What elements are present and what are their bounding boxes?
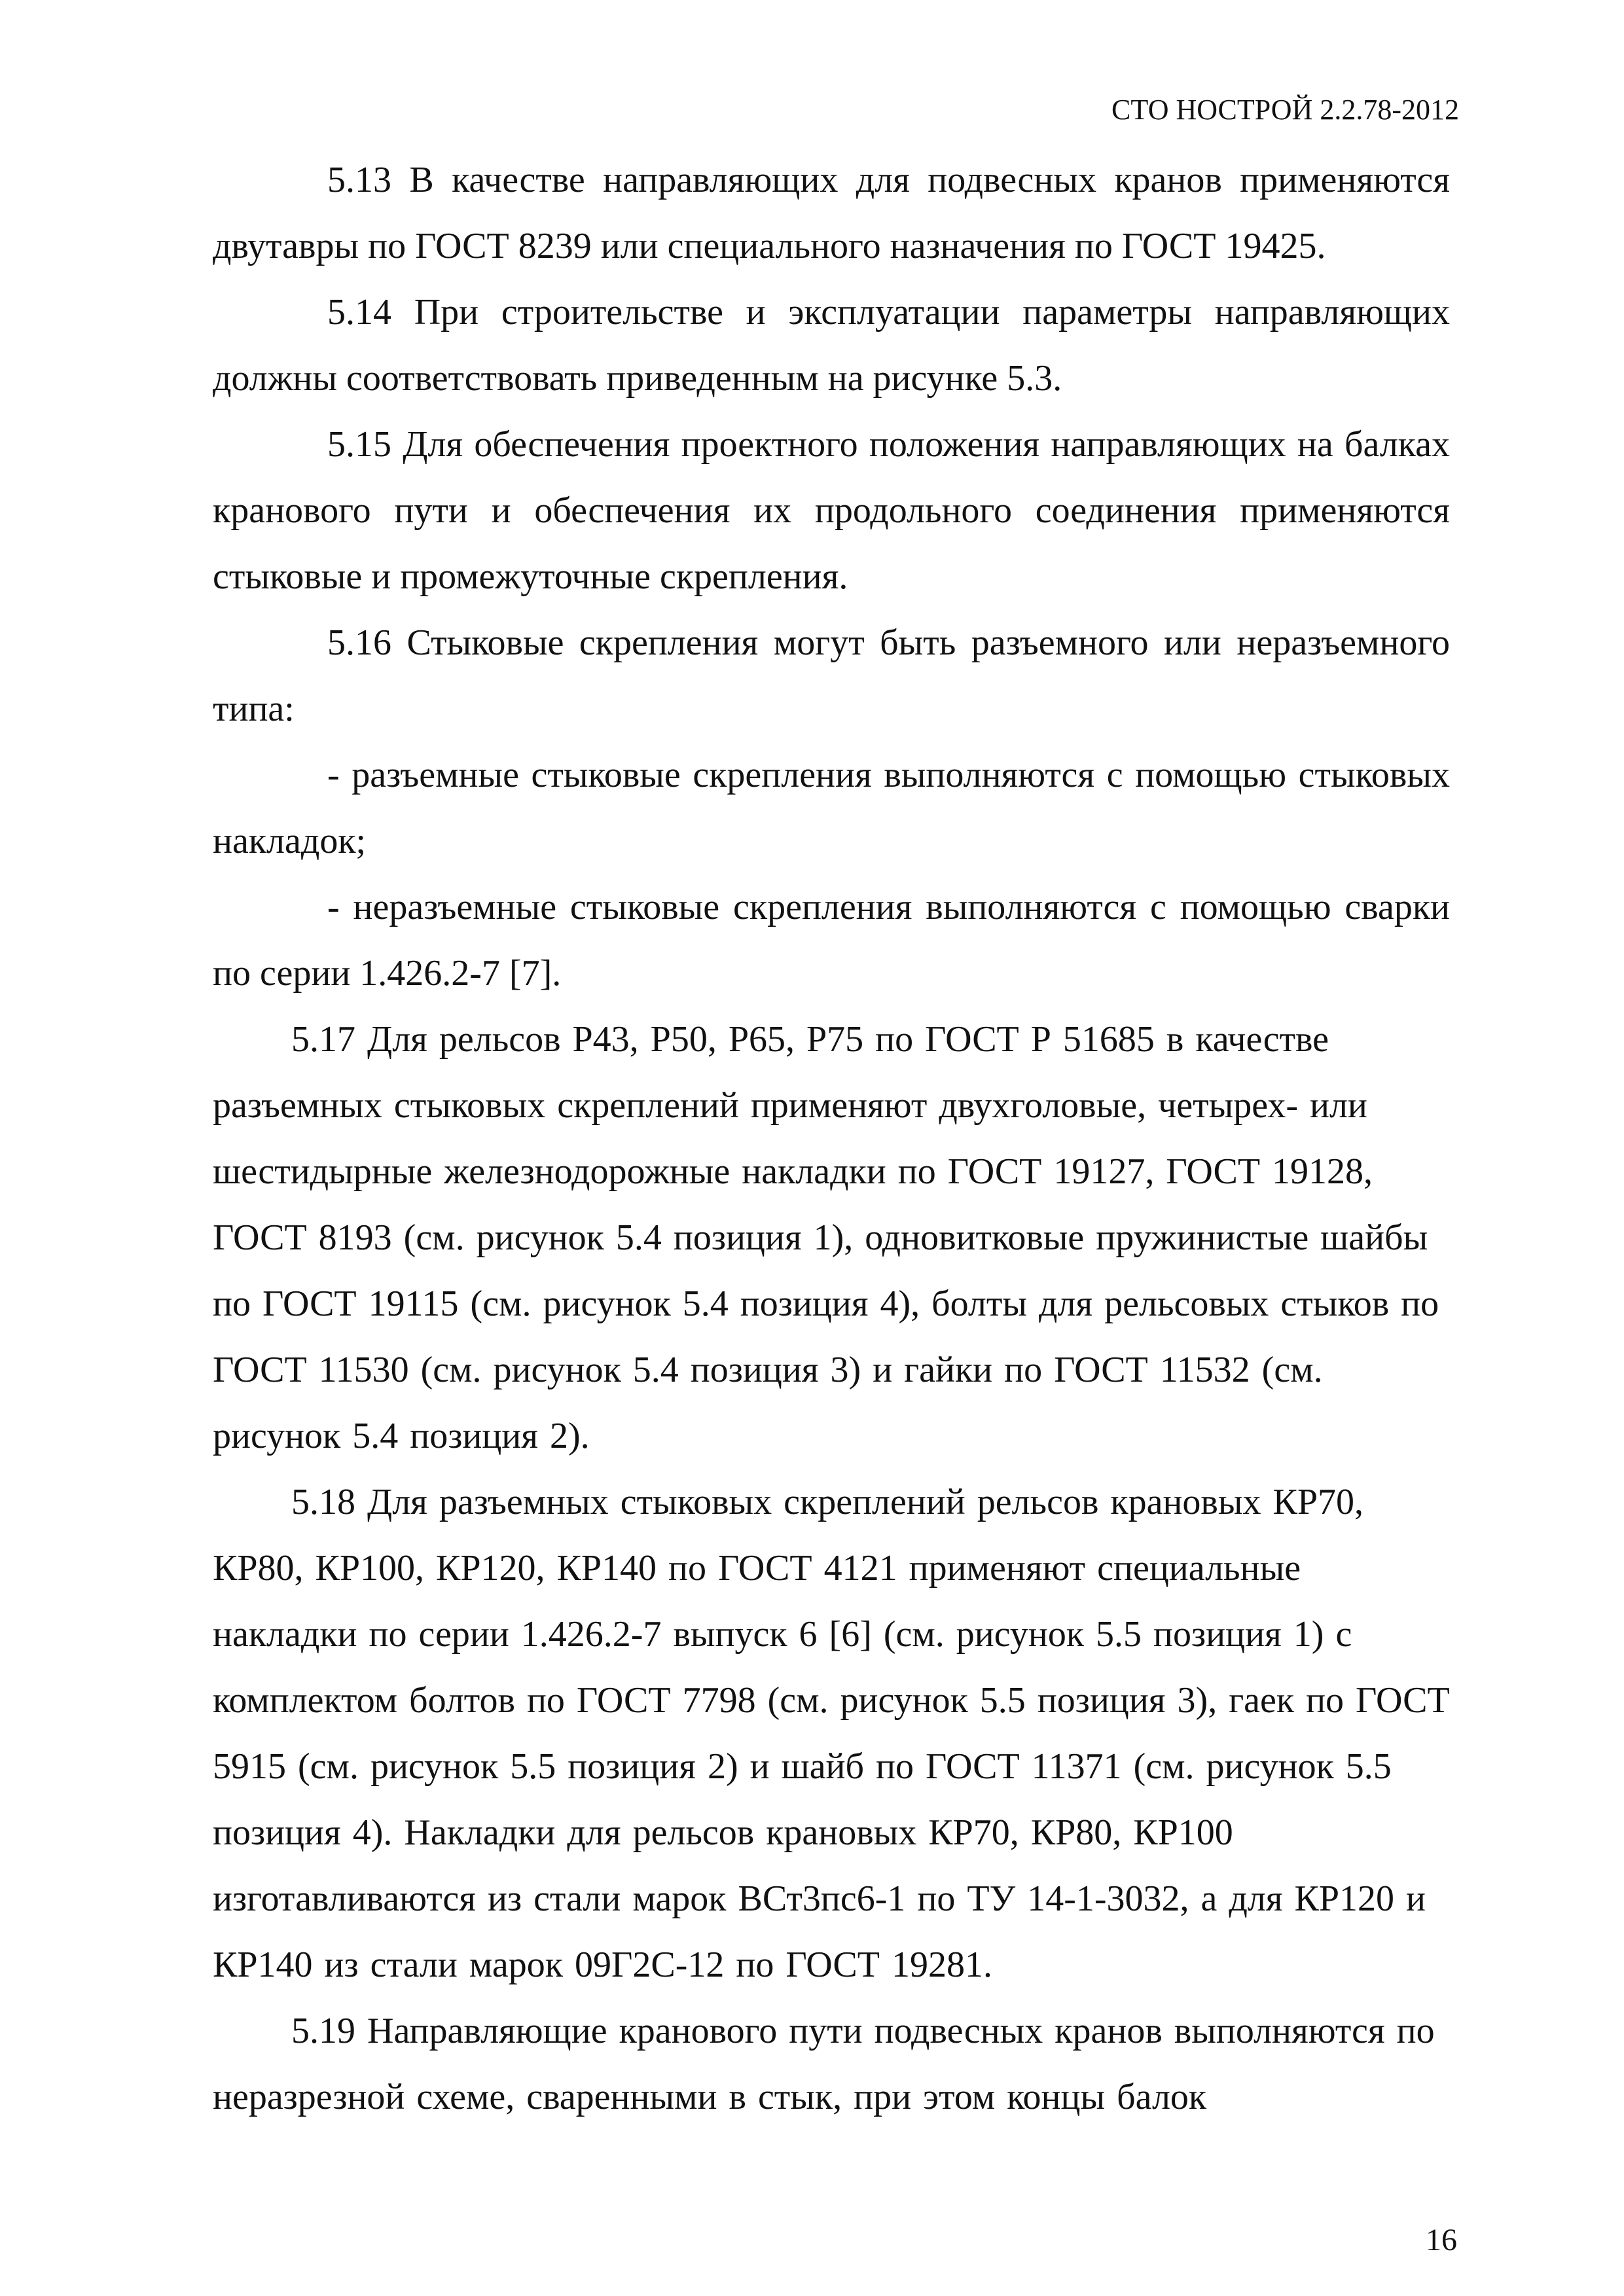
paragraph-5-13: 5.13 В качестве направляющих для подвесных кранов применяются двутавры по ГОСТ 8239 или специального назначения по ГОСТ 19425. (213, 160, 1450, 266)
page-number: 16 (1426, 2223, 1457, 2257)
document-body (213, 147, 1450, 2130)
paragraph-5-17: 5.17 Для рельсов Р43, Р50, Р65, Р75 по ГОСТ Р 51685 в качестве разъемных стыковых скреплений применяют двухголовые, четырех- или шестидырные железнодорожные накладки по ГОСТ 19127, ГОСТ 19128, ГОСТ 8193 (см. рисунок 5.4 позиция 1), одновитковые пружинистые шайбы по ГОСТ 19115 (см. рисунок 5.4 позиция 4), болты для рельсовых стыков по ГОСТ 11530 (см. рисунок 5.4 позиция 3) и гайки по ГОСТ 11532 (см. рисунок 5.4 позиция 2). (213, 1019, 1439, 1456)
document-header: СТО НОСТРОЙ 2.2.78-2012 (1111, 94, 1459, 126)
paragraph-5-16: 5.16 Стыковые скрепления могут быть разъемного или неразъемного типа: (213, 622, 1450, 729)
paragraph-5-14: 5.14 При строительстве и эксплуатации параметры направляющих должны соответствовать приведенным на рисунке 5.3. (213, 292, 1450, 399)
list-item-detachable: - разъемные стыковые скрепления выполняются с помощью стыковых накладок; (213, 755, 1450, 861)
paragraph-5-19: 5.19 Направляющие кранового пути подвесных кранов выполняются по неразрезной схеме, сваренными в стык, при этом концы балок (213, 2011, 1435, 2117)
list-item-permanent: - неразъемные стыковые скрепления выполняются с помощью сварки по серии 1.426.2-7 [7]. (213, 887, 1450, 994)
paragraph-5-18: 5.18 Для разъемных стыковых скреплений рельсов крановых КР70, КР80, КР100, КР120, КР140 по ГОСТ 4121 применяют специальные накладки по серии 1.426.2-7 выпуск 6 [6] (см. рисунок 5.5 позиция 1) с комплектом болтов по ГОСТ 7798 (см. рисунок 5.5 позиция 3), гаек по ГОСТ 5915 (см. рисунок 5.5 позиция 2) и шайб по ГОСТ 11371 (см. рисунок 5.5 позиция 4). Накладки для рельсов крановых КР70, КР80, КР100 изготавливаются из стали марок ВСт3пс6-1 по ТУ 14-1-3032, а для КР120 и КР140 из стали марок 09Г2С-12 по ГОСТ 19281. (213, 1482, 1450, 1985)
paragraph-5-15: 5.15 Для обеспечения проектного положения направляющих на балках кранового пути и обеспечения их продольного соединения применяются стыковые и промежуточные скрепления. (213, 424, 1450, 597)
